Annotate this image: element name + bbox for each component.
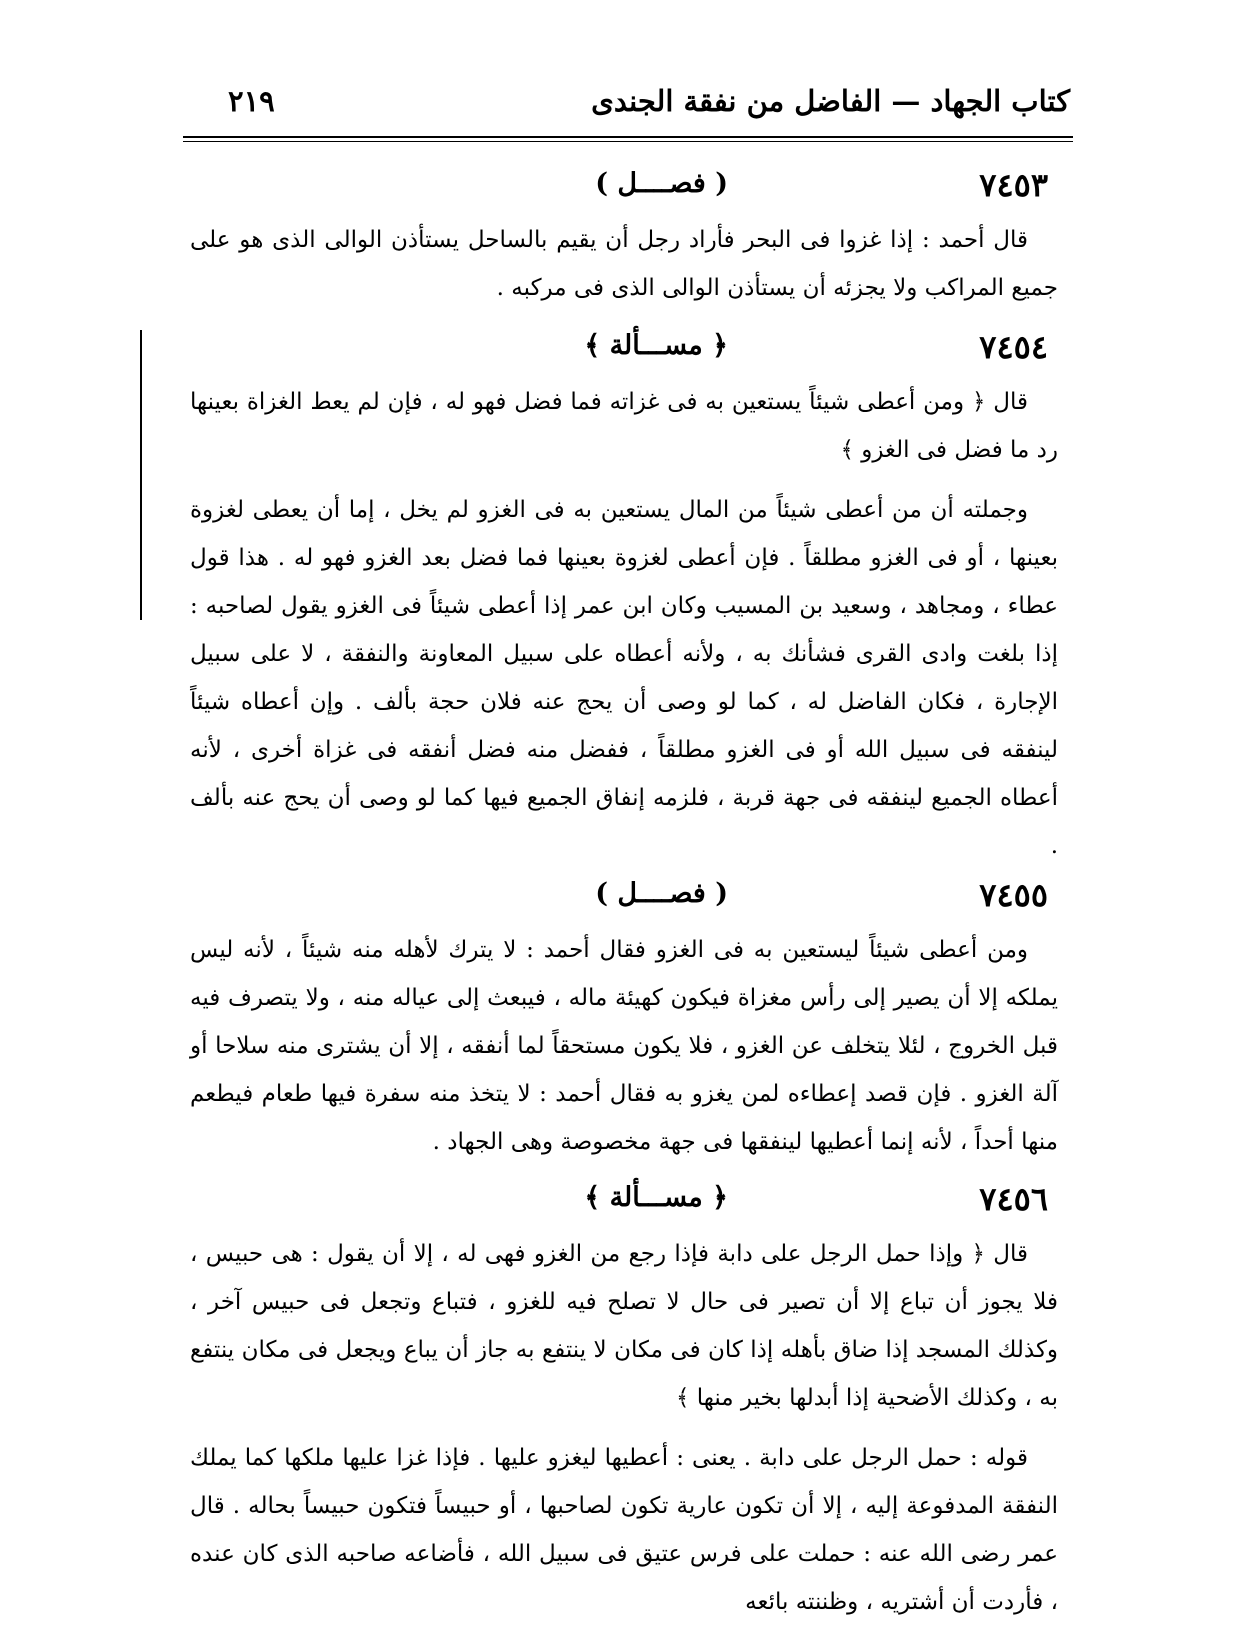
section-heading [190,870,1058,922]
paragraph: قال ﴿ وإذا حمل الرجل على دابة فإذا رجع من الغزو فهى له ، إلا أن يقول : هى حبيس ، فلا يجوز أن تباع إلا أن تصير فى حال لا تصلح فيه للغزو ، فتباع وتجعل فى حبيس آخر ، وكذلك المسجد إذا ضاق بأهله إذا كان فى مكان لا ينتفع به جاز أن يباع ويجعل فى مكان ينتفع به ، وكذلك الأضحية إذا أبدلها بخير منها ﴾ [190,1241,1058,1411]
paragraph: قال ﴿ ومن أعطى شيئاً يستعين به فى غزاته فما فضل فهو له ، فإن لم يعط الغزاة بعينها رد ما فضل فى الغزو ﴾ [190,389,1058,463]
paragraph: قوله : حمل الرجل على دابة . يعنى : أعطيها ليغزو عليها . فإذا غزا عليها ملكها كما يملك النفقة المدفوعة إليه ، إلا أن تكون عارية تكون لصاحبها ، أو حبيساً فتكون حبيساً بحاله . قال عمر رضى الله عنه : حملت على فرس عتيق فى سبيل الله ، فأضاعه صاحبه الذى كان عنده ، فأردت أن أشتريه ، وظننته بائعه [190,1445,1058,1615]
section-heading [190,1174,1058,1226]
section-number: ٧٤٥٦ [979,1180,1048,1218]
section-number: ٧٤٥٥ [979,876,1048,914]
section-heading [190,160,1058,212]
section-label: ( فصــــل ) [595,878,728,909]
header-rule [183,136,1073,138]
running-title: كتاب الجهاد — الفاضل من نفقة الجندى [591,84,1070,118]
margin-line [140,330,142,620]
section-number: ٧٤٥٣ [979,166,1048,204]
page-body [190,160,1058,1626]
paragraph: وجملته أن من أعطى شيئاً من المال يستعين به فى الغزو لم يخل ، إما أن يعطى لغزوة بعينها ، أو فى الغزو مطلقاً . فإن أعطى لغزوة بعينها فما فضل بعد الغزو فهو له . هذا قول عطاء ، ومجاهد ، وسعيد بن المسيب وكان ابن عمر إذا أعطى شيئاً فى الغزو يقول لصاحبه : إذا بلغت وادى القرى فشأنك به ، ولأنه أعطاه على سبيل المعاونة والنفقة ، لا على سبيل الإجارة ، فكان الفاضل له ، كما لو وصى أن يحج عنه فلان حجة بألف . وإن أعطاه شيئاً لينفقه فى سبيل الله أو فى الغزو مطلقاً ، ففضل منه فضل أنفقه فى غزاة أخرى ، لأنه أعطاه الجميع لينفقه فى جهة قربة ، فلزمه إنفاق الجميع فيها كما لو وصى أن يحج عنه بألف . [190,497,1058,859]
section-number: ٧٤٥٤ [979,328,1048,366]
section-label: ( فصــــل ) [595,168,728,199]
section-heading [190,322,1058,374]
section-label: ﴿ مســـألة ﴾ [584,1182,728,1213]
page-number: ٢١٩ [228,84,275,118]
running-header [190,78,1070,134]
paragraph: ومن أعطى شيئاً ليستعين به فى الغزو فقال أحمد : لا يترك لأهله منه شيئاً ، لأنه ليس يملكه إلا أن يصير إلى رأس مغزاة فيكون كهيئة ماله ، فيبعث إلى عياله منه ، ولا يتصرف فيه قبل الخروج ، لئلا يتخلف عن الغزو ، فلا يكون مستحقاً لما أنفقه ، إلا أن يشترى منه سلاحا أو آلة الغزو . فإن قصد إعطاءه لمن يغزو به فقال أحمد : لا يتخذ منه سفرة فيها طعام فيطعم منها أحداً ، لأنه إنما أعطيها لينفقها فى جهة مخصوصة وهى الجهاد . [190,937,1058,1155]
paragraph: قال أحمد : إذا غزوا فى البحر فأراد رجل أن يقيم بالساحل يستأذن الوالى الذى هو على جميع المراكب ولا يجزئه أن يستأذن الوالى الذى فى مركبه . [190,227,1058,301]
header-rule-secondary [183,141,1073,142]
section-label: ﴿ مســـألة ﴾ [584,330,728,361]
